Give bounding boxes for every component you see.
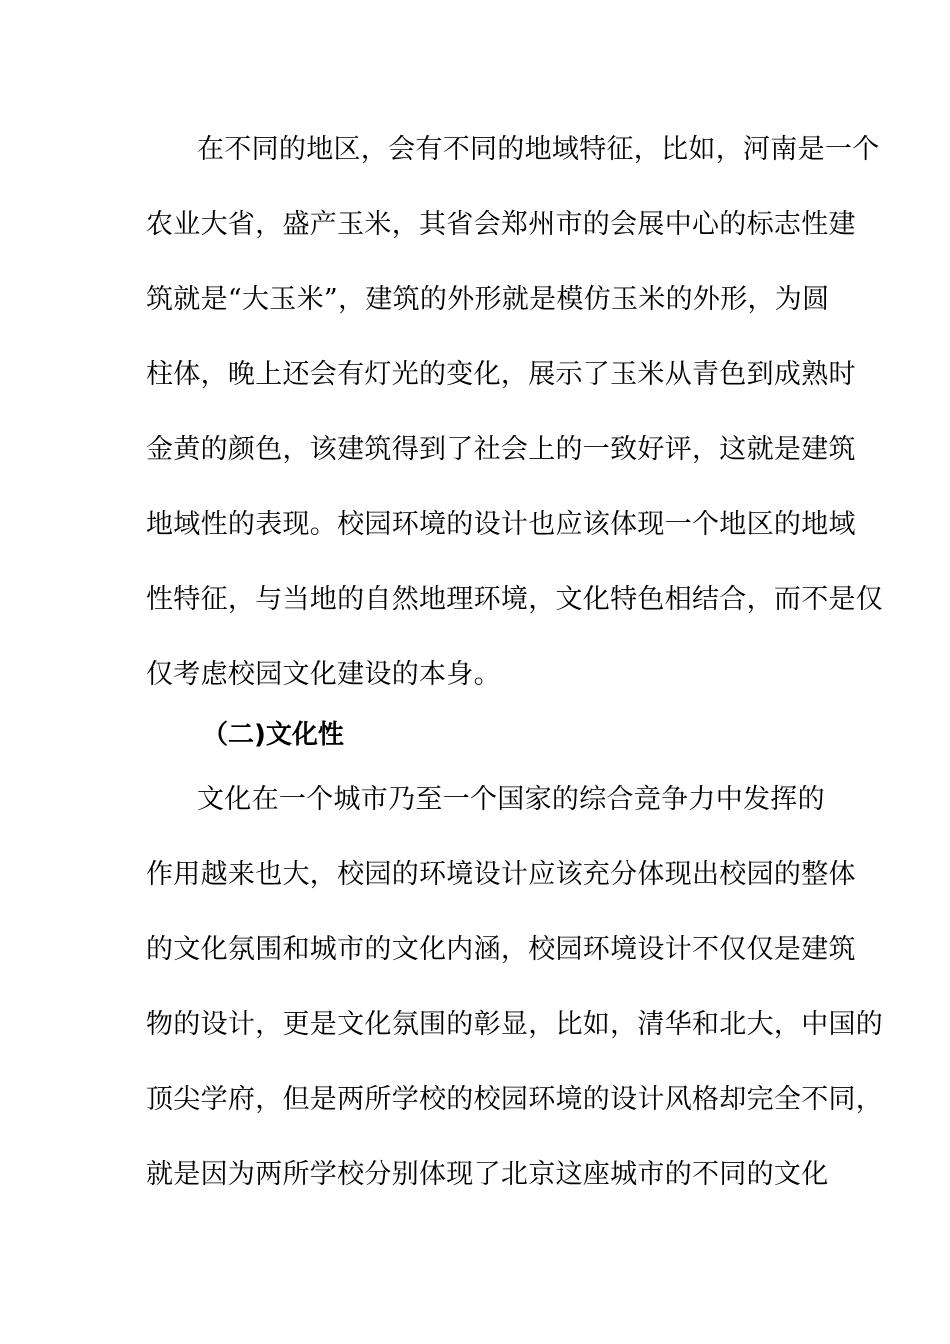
text-line: 金黄的颜色，该建筑得到了社会上的一致好评，这就是建筑 — [146, 434, 856, 465]
text-line: 的文化氛围和城市的文化内涵，校园环境设计不仅仅是建筑 — [146, 934, 856, 965]
text-line: 柱体，晚上还会有灯光的变化，展示了玉米从青色到成熟时 — [146, 359, 856, 390]
section-heading: （二)文化性 — [202, 720, 344, 750]
text-line: 顶尖学府，但是两所学校的校园环境的设计风格却完全不同， — [146, 1084, 884, 1115]
text-line: 就是因为两所学校分别体现了北京这座城市的不同的文化 — [146, 1159, 829, 1190]
text-line: 地域性的表现。校园环境的设计也应该体现一个地区的地域 — [146, 509, 856, 540]
text-line: 作用越来也大，校园的环境设计应该充分体现出校园的整体 — [146, 859, 856, 890]
text-line: 文化在一个城市乃至一个国家的综合竞争力中发挥的 — [197, 784, 825, 815]
text-line: 农业大省，盛产玉米，其省会郑州市的会展中心的标志性建 — [146, 209, 856, 240]
text-line: 物的设计，更是文化氛围的彰显，比如，清华和北大，中国的 — [146, 1009, 884, 1040]
text-line: 性特征，与当地的自然地理环境，文化特色相结合，而不是仅 — [146, 584, 884, 615]
text-line: 筑就是“大玉米”，建筑的外形就是模仿玉米的外形，为圆 — [146, 284, 830, 315]
text-line: 在不同的地区，会有不同的地域特征，比如，河南是一个 — [197, 134, 880, 165]
text-line: 仅考虑校园文化建设的本身。 — [146, 659, 501, 690]
